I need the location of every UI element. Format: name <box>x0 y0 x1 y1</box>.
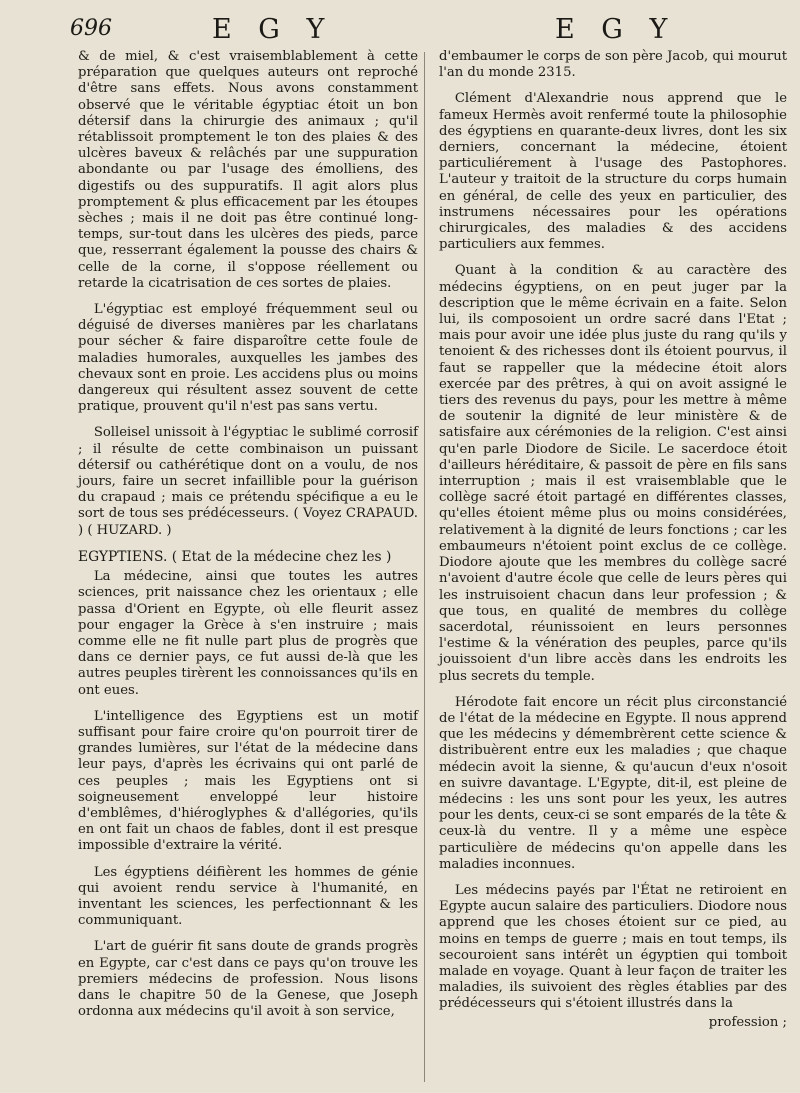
paragraph: L'égyptiac est employé fréquemment seul ou déguisé de diverses manières par les charlatans pour sécher & faire disparoître cette foule de maladies humorales, auxquelles les jambes des chevaux sont en proie. Les accidens plus ou moins dangereux qui résultent assez souvent de cette pratique, prouvent qu'il n'est pas sans vertu. <box>78 302 418 415</box>
catchword: profession ; <box>708 1014 787 1030</box>
page-header <box>0 14 800 48</box>
paragraph: Clément d'Alexandrie nous apprend que le fameux Hermès avoit renfermé toute la philosophie des égyptiens en quarante-deux livres, dont les six derniers, concernant la médecine, étoient particuliérement à l'usage des Pastophores. L'auteur y traitoit de la structure du corps humain en général, de celle des yeux en particulier, des instrumens nécessaires pour les opérations chirurgicales, des maladies & des accidens particuliers aux femmes. <box>439 91 787 253</box>
column-divider <box>424 52 425 1082</box>
right-column <box>439 49 787 1031</box>
paragraph: Les égyptiens déifièrent les hommes de génie qui avoient rendu service à l'humanité, en inventant les sciences, les perfectionnant & les communiquant. <box>78 864 418 929</box>
paragraph: & de miel, & c'est vraisemblablement à cette préparation que quelques auteurs ont reproché d'être sans effets. Nous avons constamment observé que le véritable égyptiac étoit un bon détersif dans la chirurgie des animaux ; qu'il rétablissoit promptement le ton des plaies & des ulcères baveux & relâchés par une suppuration abondante ou par l'usage des émolliens, des digestifs ou des suppuratifs. Il agit alors plus promptement & plus efficacement par les étoupes sèches ; mais il ne doit pas être continué long-temps, sur-tout dans les ulcères des pieds, parce que, resserrant également la pousse des chairs & celle de la corne, il s'oppose réellement ou retarde la cicatrisation de ces sortes de plaies. <box>78 49 418 291</box>
paragraph: L'intelligence des Egyptiens est un motif suffisant pour faire croire qu'on pourroit tirer de grandes lumières, sur l'état de la médecine dans leur pays, d'après les écrivains qui ont parlé de ces peuples ; mais les Egyptiens ont si soigneusement enveloppé leur histoire d'emblêmes, d'hiéroglyphes & d'allégories, qu'ils en ont fait un chaos de fables, dont il est presque impossible d'extraire la vérité. <box>78 708 418 854</box>
paragraph: d'embaumer le corps de son père Jacob, qui mourut l'an du monde 2315. <box>439 49 787 81</box>
paragraph: Les médecins payés par l'État ne retiroient en Egypte aucun salaire des particuliers. Diodore nous apprend que les choses étoient sur ce pied, au moins en temps de guerre ; mais en tout temps, ils secouroient sans intérêt un égyptien qui tomboit malade en voyage. Quant à leur façon de traiter les maladies, ils suivoient des règles établies par des prédécesseurs qui s'étoient illustrés dans la <box>439 882 787 1012</box>
paragraph: Solleisel unissoit à l'égyptiac le sublimé corrosif ; il résulte de cette combinaison un puissant détersif ou cathérétique dont on a voulu, de nos jours, faire un secret infaillible pour la guérison du crapaud ; mais ce prétendu spécifique a eu le sort de tous ses prédécesseurs. ( Voyez CRAPAUD. ) ( HUZARD. ) <box>78 425 418 538</box>
page-number: 696 <box>70 16 112 41</box>
paragraph: La médecine, ainsi que toutes les autres sciences, prit naissance chez les orientaux ; elle passa d'Orient en Egypte, où elle fleurit assez pour engager la Grèce à s'en instruire ; mais comme elle ne fit nulle part plus de progrès que dans ce dernier pays, ce fut aussi de-là que les autres peuples tirèrent les connoissances qu'ils en ont eues. <box>78 569 418 698</box>
paragraph: L'art de guérir fit sans doute de grands progrès en Egypte, car c'est dans ce pays qu'on trouve les premiers médecins de profession. Nous lisons dans le chapitre 50 de la Genese, que Joseph ordonna aux médecins qu'il avoit à son service, <box>78 939 418 1020</box>
running-head-left: E G Y <box>212 14 334 45</box>
paragraph: Hérodote fait encore un récit plus circonstancié de l'état de la médecine en Egypte. Il nous apprend que les médecins y démembrèrent cette science & distribuèrent entre eux les maladies ; que chaque médecin avoit la sienne, & qu'aucun d'eux n'osoit en suivre davantage. L'Egypte, dit-il, est pleine de médecins : les uns sont pour les yeux, les autres pour les dents, ceux-ci se sont emparés de la tête & ceux-là du ventre. Il y a même une espèce particulière de médecins qu'on appelle dans les maladies inconnues. <box>439 694 787 872</box>
paragraph: Quant à la condition & au caractère des médecins égyptiens, on en peut juger par la description que le même écrivain en a faite. Selon lui, ils composoient un ordre sacré dans l'Etat ; mais pour avoir une idée plus juste du rang qu'ils y tenoient & des richesses dont ils étoient pourvus, il faut se rappeller que la médecine étoit alors exercée par des prêtres, à qui on avoit assigné le tiers des revenus du pays, pour les mettre à même de soutenir la dignité de leur ministère & de satisfaire aux cérémonies de la religion. C'est ainsi qu'en parle Diodore de Sicile. Le sacerdoce étoit d'ailleurs héréditaire, & passoit de père en fils sans interruption ; mais il est vraisemblable que le collège sacré étoit partagé en différentes classes, qu'elles étoient même plus ou moins considérées, relativement à la dignité de leurs fonctions ; car les embaumeurs n'étoient point exclus de ce collège. Diodore ajoute que les membres du collège sacré n'avoient d'autre école que celle de leurs pères qui les instruisoient chacun dans leur profession ; & que tous, en qualité de membres du collège sacerdotal, réunissoient en leurs personnes l'estime & la vénération des peuples, parce qu'ils jouissoient d'un libre accès dans les endroits les plus secrets du temple. <box>439 263 787 684</box>
article-heading: EGYPTIENS. ( Etat de la médecine chez les ) <box>78 548 392 565</box>
running-head-right: E G Y <box>555 14 677 45</box>
left-column <box>78 49 418 1030</box>
